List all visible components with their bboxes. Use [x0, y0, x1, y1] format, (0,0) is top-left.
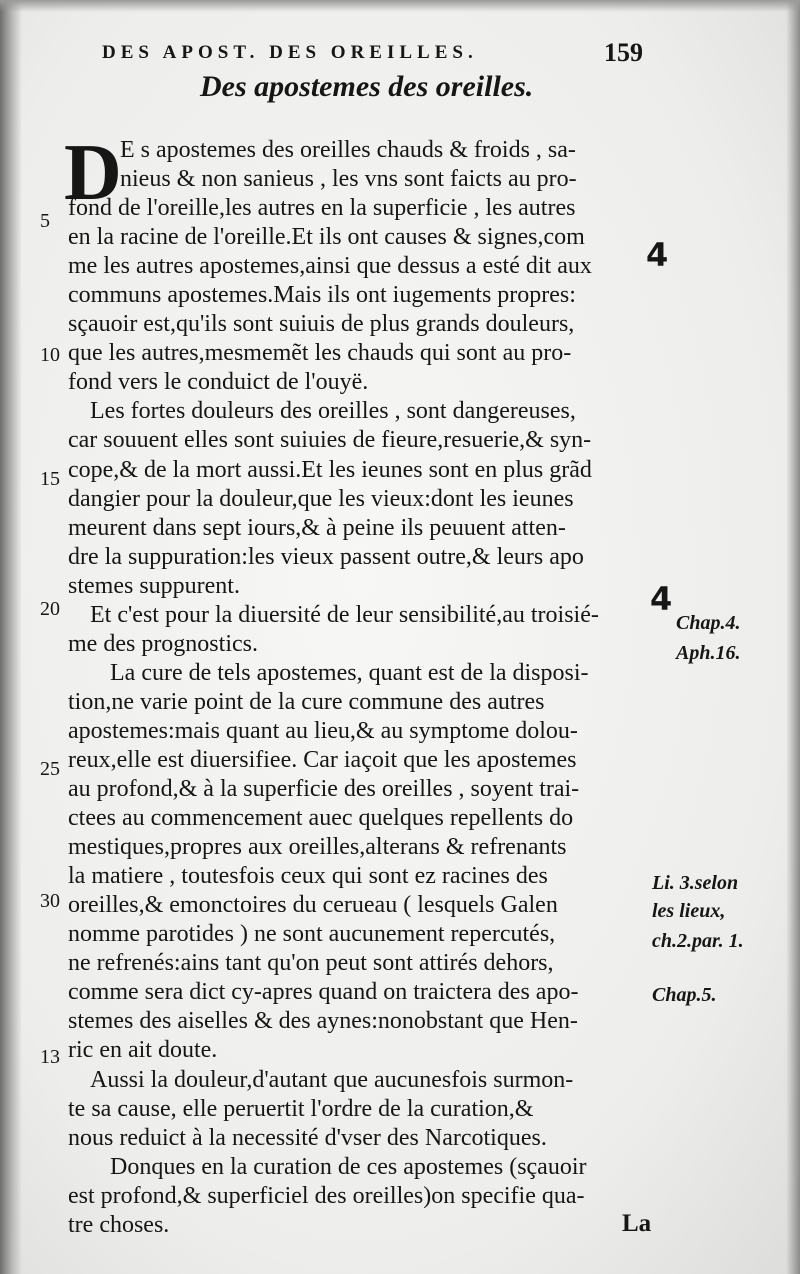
text-line: ctees au commencement auec quelques repellents do: [68, 805, 574, 832]
text-line: oreilles,& emonctoires du cerueau ( lesquels Galen: [68, 892, 558, 919]
text-line: comme sera dict cy-apres quand on traictera des apo-: [68, 979, 579, 1006]
text-line: te sa cause, elle peruertit l'ordre de la curation,&: [68, 1095, 534, 1122]
chapter-title: Des apostemes des oreilles.: [200, 70, 534, 103]
page-edge-shadow: [786, 0, 800, 1274]
text-line: tre choses.: [68, 1211, 170, 1238]
text-line: reux,elle est diuersifiee. Car iaçoit que les apostemes: [68, 746, 577, 773]
text-line: au profond,& à la superficie des oreilles , soyent trai-: [68, 776, 580, 803]
text-line: nous reduict à la necessité d'vser des Narcotiques.: [68, 1124, 547, 1151]
text-line: meurent dans sept iours,& à peine ils peuuent atten-: [68, 514, 566, 541]
text-line: communs apostemes.Mais ils ont iugements propres:: [68, 282, 576, 309]
text-line: ric en ait doute.: [68, 1037, 218, 1064]
text-line: me les autres apostemes,ainsi que dessus a esté dit aux: [68, 253, 592, 280]
handwritten-mark: 4: [646, 236, 669, 274]
line-number: 15: [40, 468, 60, 490]
text-line: Et c'est pour la diuersité de leur sensibilité,au troisié-: [90, 601, 599, 628]
text-line: Les fortes douleurs des oreilles , sont dangereuses,: [90, 398, 576, 425]
handwritten-mark: 4: [650, 580, 673, 618]
text-line: La cure de tels apostemes, quant est de la disposi-: [110, 659, 589, 686]
text-line: nieus & non sanieus , les vns sont faicts au pro-: [120, 166, 577, 193]
text-line: fond vers le conduict de l'ouyë.: [68, 369, 369, 396]
text-line: nomme parotides ) ne sont aucunement repercutés,: [68, 921, 556, 948]
text-line: tion,ne varie point de la cure commune des autres: [68, 688, 545, 715]
text-line: dre la suppuration:les vieux passent outre,& leurs apo: [68, 543, 584, 570]
text-line: cope,& de la mort aussi.Et les ieunes sont en plus grãd: [68, 456, 592, 483]
drop-capital: D: [64, 129, 122, 217]
catchword: La: [622, 1210, 652, 1237]
page-number: 159: [604, 38, 643, 67]
text-line: est profond,& superficiel des oreilles)on specifie qua-: [68, 1182, 585, 1209]
line-number: 25: [40, 758, 60, 780]
marginal-note: Chap.5.: [652, 984, 717, 1006]
running-head: DES APOST. DES OREILLES.: [102, 42, 478, 63]
line-number: 5: [40, 210, 50, 232]
text-line: E s apostemes des oreilles chauds & froids , sa-: [120, 137, 576, 163]
text-line: apostemes:mais quant au lieu,& au symptome dolou-: [68, 717, 578, 744]
page-top-shadow: [0, 0, 800, 12]
line-number: 13: [40, 1046, 60, 1068]
text-line: mestiques,propres aux oreilles,alterans & refrenants: [68, 834, 567, 861]
marginal-note: Chap.4.: [676, 612, 741, 634]
text-line: Aussi la douleur,d'autant que aucunesfois surmon-: [90, 1066, 574, 1093]
text-line: fond de l'oreille,les autres en la superficie , les autres: [68, 195, 576, 222]
text-line: car souuent elles sont suiuies de fieure,resuerie,& syn-: [68, 427, 592, 454]
text-line: en la racine de l'oreille.Et ils ont causes & signes,com: [68, 224, 585, 251]
text-line: stemes suppurent.: [68, 572, 240, 599]
page-gutter-shadow: [0, 0, 22, 1274]
body-text: [68, 136, 648, 1240]
text-line: que les autres,mesmemẽt les chauds qui sont au pro-: [68, 340, 572, 367]
text-line: me des prognostics.: [68, 630, 258, 657]
text-line: sçauoir est,qu'ils sont suiuis de plus grands douleurs,: [68, 311, 575, 338]
line-number: 10: [40, 344, 60, 366]
text-line: Donques en la curation de ces apostemes (sçauoir: [110, 1153, 587, 1180]
text-line: dangier pour la douleur,que les vieux:dont les ieunes: [68, 485, 574, 512]
text-line: la matiere , toutesfois ceux qui sont ez racines des: [68, 863, 548, 890]
text-line: stemes des aiselles & des aynes:nonobstant que Hen-: [68, 1008, 578, 1035]
line-number: 20: [40, 598, 60, 620]
marginal-note: ch.2.par. 1.: [652, 930, 744, 952]
marginal-note: Li. 3.selon: [652, 872, 739, 894]
marginal-note: les lieux,: [652, 900, 726, 922]
marginal-note: Aph.16.: [676, 642, 741, 664]
text-line: ne refrenés:ains tant qu'on peut sont attirés dehors,: [68, 950, 554, 977]
line-number: 30: [40, 890, 60, 912]
